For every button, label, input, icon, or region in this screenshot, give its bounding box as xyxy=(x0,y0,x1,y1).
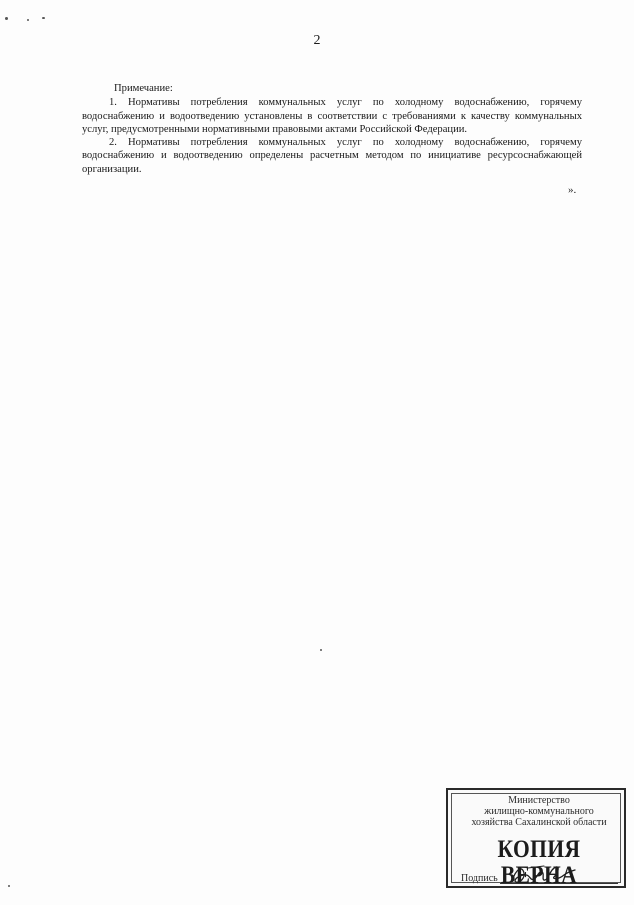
scan-speck xyxy=(8,885,10,887)
closing-quote: ». xyxy=(568,184,577,196)
stamp-ministry-line: жилищно-коммунального xyxy=(484,806,594,817)
scan-speck xyxy=(42,17,45,19)
scan-speck xyxy=(320,649,322,651)
note-item: 1. Нормативы потребления коммунальных услуг по холодному водоснабжению, горячему водоснабжению и водоотведению установлены в соответствии с требованиями к качеству коммунальных услуг, предусмотренными нормативными правовыми актами Российской Федерации. xyxy=(82,97,582,135)
stamp-ministry-line: Министерство xyxy=(508,795,570,806)
stamp-frame xyxy=(451,793,621,889)
page-number: 2 xyxy=(313,33,321,48)
stamp-signature-label: Подпись xyxy=(461,873,498,884)
stamp-ministry-line: хозяйства Сахалинской области xyxy=(471,817,607,828)
note-heading: Примечание: xyxy=(114,83,173,94)
stamp-title: КОПИЯ ВЕРНА xyxy=(497,836,581,889)
scan-speck xyxy=(5,17,8,20)
note-block xyxy=(82,82,582,176)
scan-speck xyxy=(27,19,29,21)
note-item: 2. Нормативы потребления коммунальных услуг по холодному водоснабжению, горячему водоснабжению и водоотведению определены расчетным методом по инициативе ресурсоснабжающей организации. xyxy=(82,137,582,175)
handwritten-signature xyxy=(508,863,578,887)
certification-stamp xyxy=(446,788,626,888)
